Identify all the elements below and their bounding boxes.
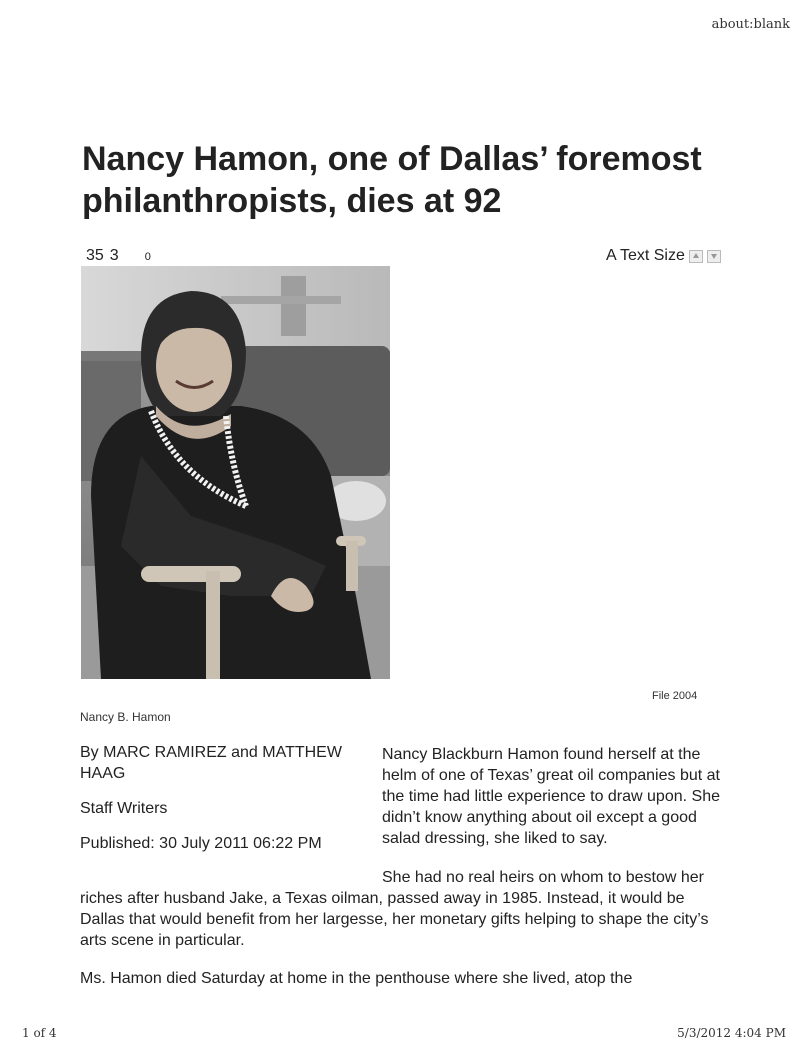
- text-size-label: A Text Size: [606, 247, 685, 264]
- article-photo: [81, 266, 390, 679]
- byline-authors: By MARC RAMIREZ and MATTHEW HAAG: [80, 744, 342, 782]
- photo-credit: File 2004: [652, 690, 698, 702]
- published-date: Published: 30 July 2011 06:22 PM: [80, 835, 322, 852]
- text-size-control: [606, 247, 721, 265]
- page-number: 1 of 4: [22, 1026, 57, 1040]
- page-url: about:blank: [711, 17, 790, 32]
- article-paragraph-2-start: She had no real heirs on whom to bestow her: [382, 869, 704, 886]
- byline-role: Staff Writers: [80, 800, 168, 817]
- byline-block: [80, 742, 370, 868]
- article-paragraph-2-rest: riches after husband Jake, a Texas oilman, passed away in 1985. Instead, it would be Dallas that would benefit from her largesse, her monetary gifts helping to shape the city’s arts scene in particular.: [80, 890, 709, 949]
- share-count-1[interactable]: 35: [86, 247, 104, 264]
- share-count-3[interactable]: 0: [144, 251, 151, 263]
- article-paragraph-1: Nancy Blackburn Hamon found herself at the helm of one of Texas’ great oil companies but at the time had little experience to draw upon. She didn’t know anything about oil except a good salad dressing, she liked to say.: [382, 746, 720, 847]
- arrow-down-icon[interactable]: [707, 250, 721, 263]
- share-count-2[interactable]: 3: [109, 247, 119, 264]
- share-counts: [86, 247, 151, 265]
- photo-caption: Nancy B. Hamon: [80, 710, 171, 724]
- arrow-up-icon[interactable]: [689, 250, 703, 263]
- print-datetime: 5/3/2012 4:04 PM: [677, 1026, 786, 1040]
- article-paragraph-3: Ms. Hamon died Saturday at home in the penthouse where she lived, atop the: [80, 970, 633, 987]
- article-headline: Nancy Hamon, one of Dallas’ foremost philanthropists, dies at 92: [82, 140, 702, 220]
